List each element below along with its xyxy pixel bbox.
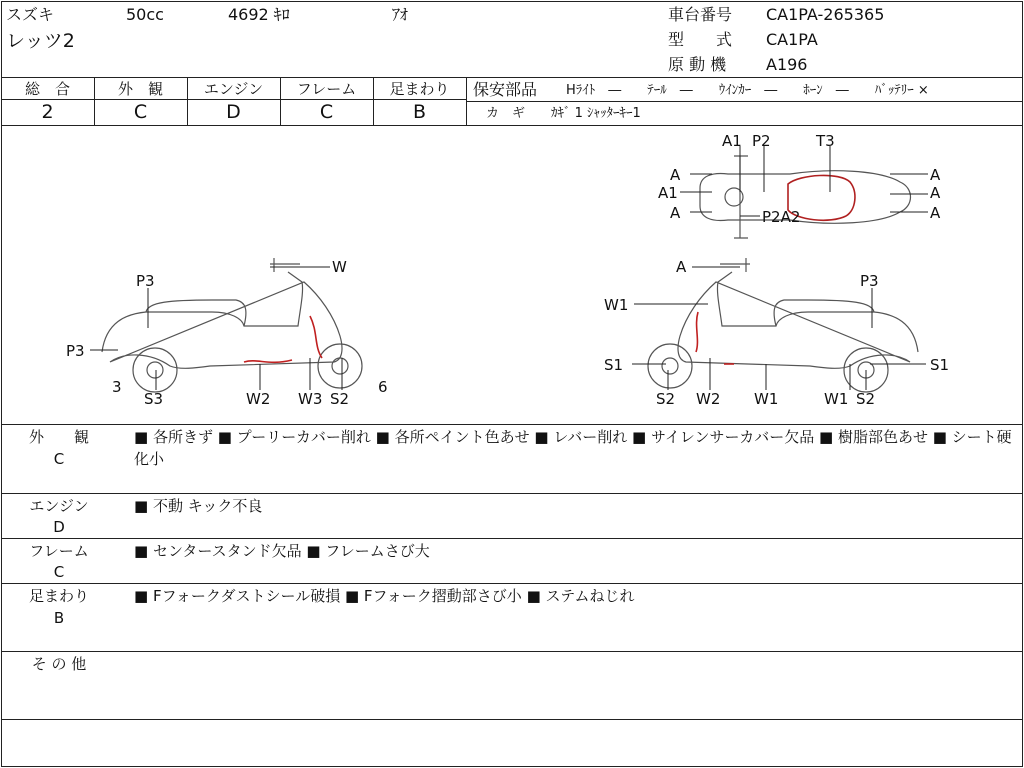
left-scooter-seat [146, 300, 246, 326]
damage-mark [310, 316, 322, 358]
diagram-label: W2 [696, 390, 721, 408]
maker: スズキ [6, 5, 55, 24]
section-title-suspension: 足まわり [28, 587, 89, 605]
divider [466, 77, 467, 125]
grade-engine-value: D [226, 101, 241, 123]
grade-frame-label: フレーム [296, 80, 357, 98]
diagram-label: A1 [722, 132, 742, 150]
left-rear-wheel [133, 348, 177, 392]
grade-exterior-value: C [133, 101, 148, 123]
section-title-exterior: 外 観 [28, 428, 89, 446]
diagram-label: A [670, 166, 681, 184]
left-rear-hub [147, 362, 163, 378]
diagram-label: A [676, 258, 687, 276]
divider [1, 99, 467, 100]
right-front-hub [662, 358, 678, 374]
section-grade-engine: D [53, 518, 65, 536]
section-notes-frame: ■ センタースタンド欠品 ■ フレームさび大 [134, 542, 430, 560]
safety-parts-label: 保安部品 [473, 80, 538, 99]
section-notes-exterior: ■ 各所きず ■ プーリーカバー削れ ■ 各所ペイント色あせ ■ レバー削れ ■ サイレンサーカバー欠品 ■ 樹脂部色あせ ■ シート硬化小 [134, 428, 1012, 468]
diagram-label: S3 [144, 390, 164, 408]
type-value: CA1PA [766, 30, 818, 49]
right-handlebar [720, 258, 750, 272]
section-title-frame: フレーム [29, 542, 89, 560]
divider [1, 493, 1023, 494]
diagram-label: S2 [656, 390, 676, 408]
diagram-label: W1 [604, 296, 629, 314]
engine-label: 原 動 機 [668, 55, 727, 74]
model-name: レッツ2 [6, 30, 75, 52]
divider [1, 77, 1023, 78]
left-front-hub [332, 358, 348, 374]
divider [1, 583, 1023, 584]
grade-exterior-label: 外 観 [117, 80, 163, 98]
left-handlebar [270, 258, 300, 272]
mileage: 4692 ｷﾛ [228, 5, 290, 24]
grade-overall-value: 2 [41, 101, 54, 123]
damage-diagram [0, 126, 1024, 424]
safety-parts-row: Hﾗｲﾄ ― ﾃｰﾙ ― ｳｲﾝｶｰ ― ﾎｰﾝ ― ﾊﾞｯﾃﾘｰ × [566, 83, 929, 98]
diagram-label: 6 [378, 378, 388, 396]
diagram-label: W [332, 258, 347, 276]
section-notes-engine: ■ 不動 キック不良 [134, 497, 263, 515]
section-title-engine: エンジン [29, 497, 89, 515]
diagram-label: A [930, 184, 941, 202]
diagram-label: W1 [824, 390, 849, 408]
section-grade-exterior: C [53, 450, 65, 468]
leader-line [90, 267, 342, 390]
diagram-label: W2 [246, 390, 271, 408]
keys-row: カ ギ ｶｷﾞ 1 ｼｬｯﾀｰｷｰ1 [486, 106, 641, 121]
diagram-label: P3 [860, 272, 879, 290]
type-label: 型 式 [668, 30, 733, 49]
grade-suspension-label: 足まわり [389, 80, 450, 98]
section-grade-frame: C [53, 563, 65, 581]
left-front-wheel [318, 344, 362, 388]
divider [1, 651, 1023, 652]
divider [1, 538, 1023, 539]
diagram-label: P2A2 [762, 208, 801, 226]
divider [1, 719, 1023, 720]
diagram-label: W3 [298, 390, 323, 408]
frame-no-label: 車台番号 [668, 5, 733, 24]
diagram-label: W1 [754, 390, 779, 408]
grade-suspension-value: B [412, 101, 427, 123]
damage-mark [244, 360, 292, 362]
diagram-label: 3 [112, 378, 122, 396]
diagram-label: A [670, 204, 681, 222]
divider [467, 101, 1023, 102]
section-notes-suspension: ■ Fフォークダストシール破損 ■ Fフォーク摺動部さび小 ■ ステムねじれ [134, 587, 635, 605]
engine-value: A196 [766, 55, 808, 74]
right-scooter-seat [774, 300, 874, 326]
diagram-label: S2 [856, 390, 876, 408]
diagram-label: A1 [658, 184, 678, 202]
diagram-label: S1 [930, 356, 950, 374]
grade-frame-value: C [319, 101, 334, 123]
displacement: 50cc [126, 5, 164, 24]
section-grade-suspension: B [53, 609, 65, 627]
grade-engine-label: エンジン [203, 80, 264, 98]
frame-no: CA1PA-265365 [766, 5, 885, 24]
diagram-label: A [930, 166, 941, 184]
diagram-label: P3 [136, 272, 155, 290]
right-scooter-body [678, 272, 918, 368]
color: ｱｵ [392, 5, 409, 24]
diagram-label: S1 [604, 356, 624, 374]
divider [1, 424, 1023, 425]
grade-overall-label: 総 合 [24, 80, 70, 98]
diagram-label: P2 [752, 132, 771, 150]
top-view-handlebar [734, 156, 748, 238]
section-title-other: そ の 他 [31, 655, 87, 673]
diagram-label: P3 [66, 342, 85, 360]
diagram-label: S2 [330, 390, 350, 408]
top-view-outline [700, 171, 911, 224]
leader-line [680, 146, 928, 216]
right-front-wheel [648, 344, 692, 388]
damage-mark [696, 312, 698, 352]
diagram-label: A [930, 204, 941, 222]
diagram-label: T3 [816, 132, 835, 150]
